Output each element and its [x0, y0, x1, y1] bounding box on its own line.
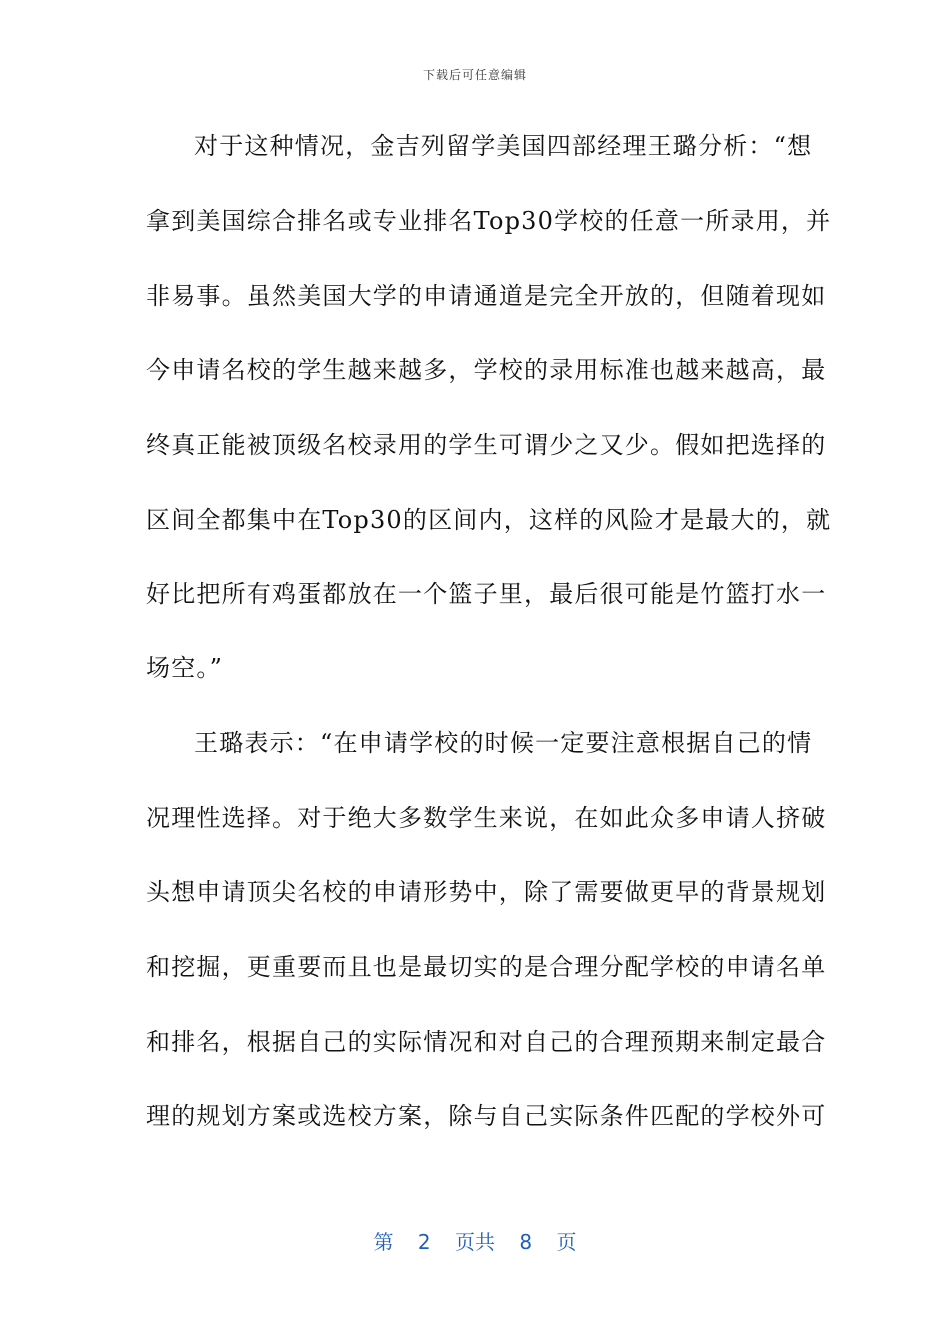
paragraph-1-line-3: 非易事。虽然美国大学的申请通道是完全开放的，但随着现如: [146, 282, 827, 310]
paragraph-2-line-6: 理的规划方案或选校方案，除与自己实际条件匹配的学校外可: [146, 1102, 827, 1130]
paragraph-2-line-4: 和挖掘，更重要而且也是最切实的是合理分配学校的申请名单: [146, 953, 827, 981]
page-footer: [0, 1226, 950, 1255]
footer-current-page: 2: [417, 1230, 431, 1254]
paragraph-1-line-2: 拿到美国综合排名或专业排名Top30学校的任意一所录用，并: [146, 207, 832, 235]
paragraph-1-line-1: 对于这种情况，金吉列留学美国四部经理王璐分析：“想: [194, 132, 813, 160]
paragraph-2-line-1: 王璐表示：“在申请学校的时候一定要注意根据自己的情: [194, 729, 813, 757]
footer-middle: 页共: [455, 1230, 495, 1254]
paragraph-1-line-6: 区间全都集中在Top30的区间内，这样的风险才是最大的，就: [146, 506, 832, 534]
paragraph-2-line-2: 况理性选择。对于绝大多数学生来说，在如此众多申请人挤破: [146, 804, 827, 832]
paragraph-1-line-4: 今申请名校的学生越来越多，学校的录用标准也越来越高，最: [146, 356, 827, 384]
paragraph-2-line-5: 和排名，根据自己的实际情况和对自己的合理预期来制定最合: [146, 1028, 827, 1056]
paragraph-1-line-7: 好比把所有鸡蛋都放在一个篮子里，最后很可能是竹篮打水一: [146, 580, 827, 608]
paragraph-1-line-5: 终真正能被顶级名校录用的学生可谓少之又少。假如把选择的: [146, 431, 827, 459]
paragraph-2-line-3: 头想申请顶尖名校的申请形势中，除了需要做更早的背景规划: [146, 878, 827, 906]
paragraph-1-line-8: 场空。”: [146, 654, 224, 682]
footer-prefix: 第: [373, 1230, 394, 1254]
header-note: 下载后可任意编辑: [422, 68, 527, 82]
footer-suffix: 页: [556, 1230, 577, 1254]
footer-total-pages: 8: [519, 1230, 533, 1254]
